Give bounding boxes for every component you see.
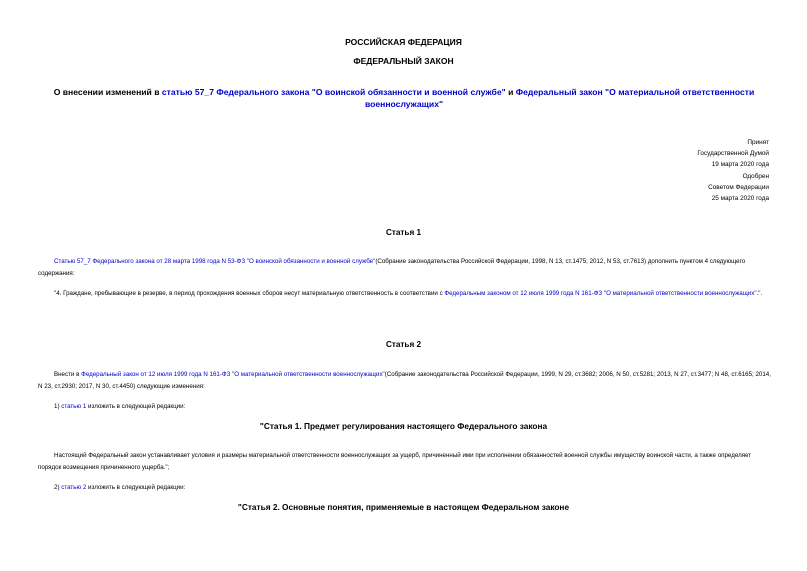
title-text-2: и — [505, 87, 516, 97]
sub-article-2-heading: "Статья 2. Основные понятия, применяемые в настоящем Федеральном законе — [237, 502, 570, 512]
article-2-text-start: Внести в — [54, 371, 82, 378]
item-2-link-article-2[interactable]: статью 2 — [61, 484, 87, 491]
adopted-by: Государственной Думой — [697, 150, 769, 158]
title-text-1: О внесении изменений в — [53, 87, 162, 97]
approved-by: Советом Федерации — [708, 183, 769, 191]
doc-type-heading: ФЕДЕРАЛЬНЫЙ ЗАКОН — [353, 56, 454, 66]
item-1-text: изложить в следующей редакции: — [86, 403, 186, 410]
article-2-heading: Статья 2 — [385, 340, 422, 349]
article-2-text-1: (Собрание законодательства Российской Федерации, 1999, N 29, ст.3682; 2006, N 50, ст.5281; 2013, N 27, ст.3477; N 48, ст.6165; 2014, N 23, ст.2930; 2017, N 30, ст.4450) следующие изменения: — [38, 371, 771, 390]
adopted-label: Принят — [747, 139, 769, 146]
article-1-text-1: (Собрание законодательства Российской Федерации, 1998, N 13, ст.1475; 2012, N 53, ст.7613) дополнить пунктом 4 следующего содержания: — [38, 258, 746, 277]
adopted-date: 19 марта 2020 года — [711, 161, 769, 169]
sub-article-1-text: Настоящий Федеральный закон устанавливает условия и размеры материальной ответственности военнослужащих за ущерб, причиненный ими при исполнении обязанностей военной службы имуществу воинской части, а также определяет порядок возмещения причиненного ущерба."; — [38, 452, 752, 471]
country-heading: РОССИЙСКАЯ ФЕДЕРАЦИЯ — [345, 37, 462, 47]
item-1-number: 1) — [54, 403, 62, 410]
item-2-text: изложить в следующей редакции: — [86, 484, 186, 491]
article-1-text-2-end: .". — [756, 290, 763, 297]
approved-label: Одобрен — [742, 172, 769, 180]
approved-date: 25 марта 2020 года — [711, 195, 769, 203]
title-link-article-57-7[interactable]: статью 57_7 Федерального закона "О воинской обязанности и военной службе" — [161, 87, 506, 97]
item-1-link-article-1[interactable]: статью 1 — [61, 403, 87, 410]
sub-article-1-heading: "Статья 1. Предмет регулирования настоящего Федерального закона — [259, 421, 548, 431]
article-2-link-law-161[interactable]: Федеральный закон от 12 июля 1999 года N 161-ФЗ "О материальной ответственности военнослужащих" — [81, 371, 385, 378]
item-2-number: 2) — [54, 484, 62, 491]
article-2-paragraph-1 — [38, 369, 771, 392]
title-link-federal-law[interactable]: Федеральный закон "О материальной ответственности военнослужащих" — [364, 87, 755, 109]
article-1-heading: Статья 1 — [385, 228, 422, 237]
law-title — [34, 86, 774, 110]
article-2-item-1 — [38, 401, 771, 413]
article-2-item-2 — [38, 482, 771, 494]
article-1-paragraph-2 — [38, 288, 771, 300]
article-1-link-law-53[interactable]: Статью 57_7 Федерального закона от 28 марта 1998 года N 53-ФЗ "О воинской обязанности и военной службе" — [54, 258, 376, 265]
article-1-link-law-161[interactable]: Федеральным законом от 12 июля 1999 года N 161-ФЗ "О материальной ответственности военнослужащих" — [444, 290, 757, 297]
article-1-paragraph-1 — [38, 256, 771, 279]
article-1-text-2: "4. Граждане, пребывающие в резерве, в период прохождения военных сборов несут материальную ответственность в соответствии с — [54, 290, 445, 297]
adoption-block — [697, 137, 769, 204]
